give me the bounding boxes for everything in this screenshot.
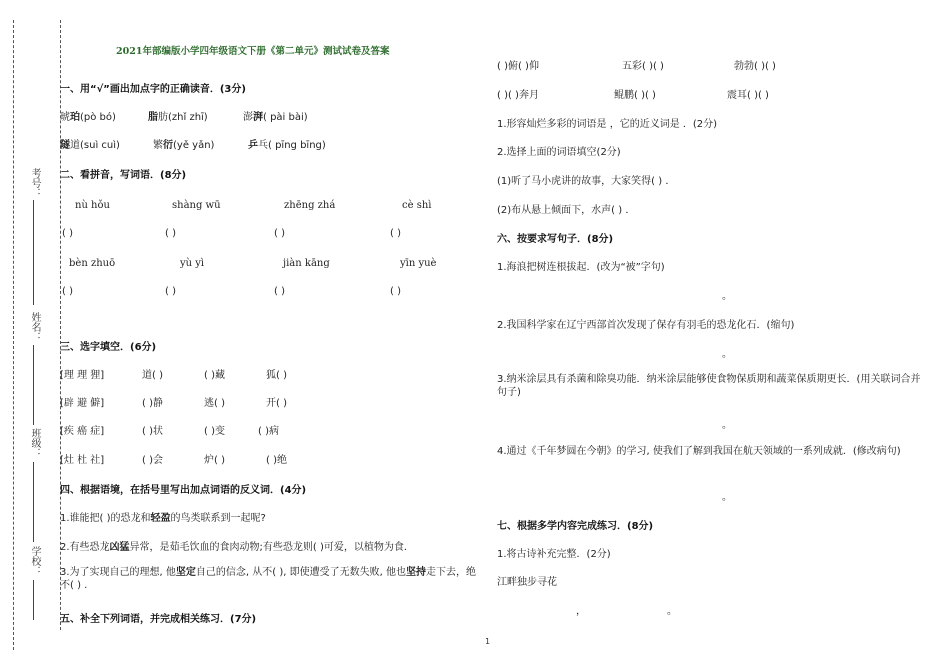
section-1-heading: 一、用“√”画出加点字的正确读音．(3分) — [60, 84, 246, 95]
binding-dash-outer — [13, 20, 14, 650]
page-number: 1 — [485, 637, 491, 646]
s2-blank-3[interactable]: ( ) — [274, 228, 285, 239]
s1-item-5: 繁衍(yě yǎn) — [153, 140, 215, 151]
s6-question-2: 2.我国科学家在辽宁西部首次发现了保存有羽毛的恐龙化石．(缩句) — [497, 320, 795, 331]
s1-item-2: 脂肪(zhǐ zhī) — [148, 112, 208, 123]
s6-question-3: 3.纳米涂层具有杀菌和除臭功能．纳米涂层能够使食物保质期和蔬菜保质期更长．(用关联词合并句子) — [497, 374, 921, 398]
s2-blank-2[interactable]: ( ) — [165, 228, 176, 239]
s2-blank-6[interactable]: ( ) — [165, 286, 176, 297]
s2-blank-8[interactable]: ( ) — [390, 286, 401, 297]
exam-no-rule — [33, 200, 34, 305]
s1-item-6: 乒乓( pīng bīng) — [248, 140, 326, 151]
s2-pinyin-2: shàng wū — [172, 200, 221, 211]
s2-blank-7[interactable]: ( ) — [274, 286, 285, 297]
section-4-heading: 四、根据语境，在括号里写出加点词语的反义词．(4分) — [60, 485, 307, 496]
s3-row-2-chars: [辟 避 僻] — [60, 398, 105, 409]
s3-row-4-blank-2[interactable]: 炉( ) — [204, 455, 225, 466]
s3-row-2-blank-2[interactable]: 逃( ) — [204, 398, 225, 409]
s2-pinyin-7: jiàn kāng — [283, 258, 330, 269]
section-6-heading: 六、按要求写句子．(8分) — [497, 234, 614, 245]
binding-margin — [0, 0, 56, 671]
s7-poem-title: 江畔独步寻花 — [497, 577, 557, 588]
s5-question-2b: (2)布从悬上倾面下，水声( ) ． — [497, 205, 636, 216]
class-label: 班级： — [29, 428, 40, 458]
s3-row-3-blank-1[interactable]: ( )状 — [142, 426, 163, 437]
s2-blank-5[interactable]: ( ) — [62, 286, 73, 297]
section-7-heading: 七、根据多学内容完成练习．(8分) — [497, 521, 654, 532]
s2-pinyin-3: zhēng zhá — [284, 200, 336, 211]
school-rule — [33, 580, 34, 620]
s1-item-4: 隧道(suì cuì) — [60, 140, 120, 151]
s2-pinyin-8: yīn yuè — [400, 258, 437, 269]
s3-row-4-blank-3[interactable]: ( )绝 — [266, 455, 287, 466]
s2-pinyin-6: yù yì — [180, 258, 205, 269]
name-label: 姓名： — [29, 312, 40, 342]
s6-answer-end-3: 。 — [722, 420, 732, 431]
s7-poem-period: 。 — [667, 606, 677, 617]
s7-question-1: 1.将古诗补充完整．(2分) — [497, 549, 611, 560]
s7-poem-comma: ， — [576, 606, 586, 617]
s3-row-1-blank-3[interactable]: 狐( ) — [266, 370, 287, 381]
s4-question-1: 1.谁能把( )的恐龙和轻盈的鸟类联系到一起呢? — [60, 513, 266, 524]
s3-row-2-blank-1[interactable]: ( )静 — [142, 398, 163, 409]
s5-word-4[interactable]: ( )( )奔月 — [497, 90, 539, 101]
s5-word-5[interactable]: 鲲鹏( )( ) — [614, 90, 656, 101]
section-5-heading: 五、补全下列词语，并完成相关练习．(7分) — [60, 614, 257, 625]
s6-question-1: 1.海浪把树连根拔起．(改为“被”字句) — [497, 262, 665, 273]
exam-no-label: 考号： — [29, 168, 40, 198]
s1-item-1: 琥珀(pò bó) — [60, 112, 116, 123]
name-rule — [33, 345, 34, 425]
s3-row-1-chars: [理 理 狸] — [60, 370, 105, 381]
s2-pinyin-1: nù hǒu — [75, 200, 110, 211]
s5-word-1[interactable]: ( )俯( )仰 — [497, 61, 539, 72]
s3-row-1-blank-1[interactable]: 道( ) — [142, 370, 163, 381]
class-rule — [33, 462, 34, 542]
s6-answer-end-2: 。 — [722, 349, 732, 360]
page-title: 2021年部编版小学四年级语文下册《第二单元》测试试卷及答案 — [116, 46, 390, 57]
s5-word-3[interactable]: 勃勃( )( ) — [734, 61, 776, 72]
s5-question-1: 1.形容灿烂多彩的词语是 ，它的近义词是 ．(2分) — [497, 119, 718, 130]
s4-question-3: 3.为了实现自己的理想, 他坚定自己的信念, 从不( ), 即使遭受了无数失败, 他也坚持走下去，绝不( ) . — [60, 567, 476, 591]
s3-row-4-chars: [灶 杜 社] — [60, 455, 105, 466]
s3-row-3-blank-3[interactable]: ( )病 — [258, 426, 279, 437]
s3-row-3-chars: [疾 癌 症] — [60, 426, 105, 437]
s5-question-2a: (1)听了马小虎讲的故事，大家笑得( ) ． — [497, 176, 676, 187]
s6-answer-end-4: 。 — [722, 492, 732, 503]
s3-row-3-blank-2[interactable]: ( )变 — [204, 426, 225, 437]
s6-question-4: 4.通过《千年梦圆在今朝》的学习, 使我们了解到我国在航天领域的一系列成就．(修改病句) — [497, 446, 901, 457]
s6-answer-end-1: 。 — [722, 291, 732, 302]
s3-row-4-blank-1[interactable]: ( )会 — [142, 455, 163, 466]
s5-word-2[interactable]: 五彩( )( ) — [622, 61, 664, 72]
s5-word-6[interactable]: 震耳( )( ) — [727, 90, 769, 101]
s4-question-2: 2.有些恐龙凶猛异常，是茹毛饮血的食肉动物;有些恐龙则( )可爱，以植物为食． — [60, 542, 414, 553]
s2-blank-4[interactable]: ( ) — [390, 228, 401, 239]
s1-item-3: 澎湃( pài bài) — [243, 112, 308, 123]
school-label: 学校： — [29, 546, 40, 576]
s3-row-2-blank-3[interactable]: 开( ) — [266, 398, 287, 409]
section-2-heading: 二、看拼音，写词语．(8分) — [60, 170, 187, 181]
s5-question-2: 2.选择上面的词语填空(2分) — [497, 147, 621, 158]
s2-pinyin-5: bèn zhuō — [69, 258, 116, 269]
s2-pinyin-4: cè shì — [402, 200, 432, 211]
s2-blank-1[interactable]: ( ) — [62, 228, 73, 239]
section-3-heading: 三、选字填空．(6分) — [60, 342, 157, 353]
s3-row-1-blank-2[interactable]: ( )藏 — [204, 370, 225, 381]
